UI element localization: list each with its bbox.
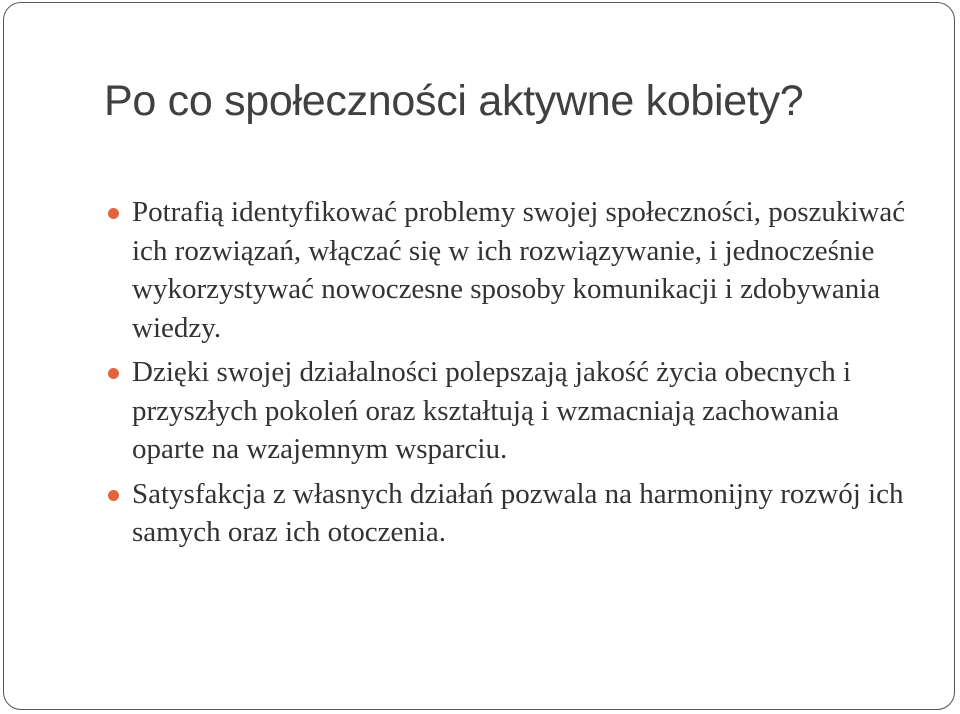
bullet-dot-icon (108, 490, 119, 501)
bullet-text: Satysfakcja z własnych działań pozwala na harmonijny rozwój ich samych oraz ich otoczenia. (132, 477, 904, 548)
slide-title: Po co społeczności aktywne kobiety? (104, 77, 804, 125)
bullet-text: Potrafią identyfikować problemy swojej społeczności, poszukiwać ich rozwiązań, włączać się w ich rozwiązywanie, i jednocześnie wykorzystywać nowoczesne sposoby komunikacji i zdobywania wiedzy. (132, 196, 906, 344)
bullet-item (108, 475, 908, 552)
bullet-item (108, 193, 908, 347)
bullet-text: Dzięki swojej działalności polepszają jakość życia obecnych i przyszłych pokoleń oraz kształtują i wzmacniają zachowania oparte na wzajemnym wsparciu. (132, 356, 852, 465)
bullet-item (108, 353, 908, 469)
bullet-list (108, 193, 908, 558)
bullet-dot-icon (108, 368, 119, 379)
bullet-dot-icon (108, 208, 119, 219)
